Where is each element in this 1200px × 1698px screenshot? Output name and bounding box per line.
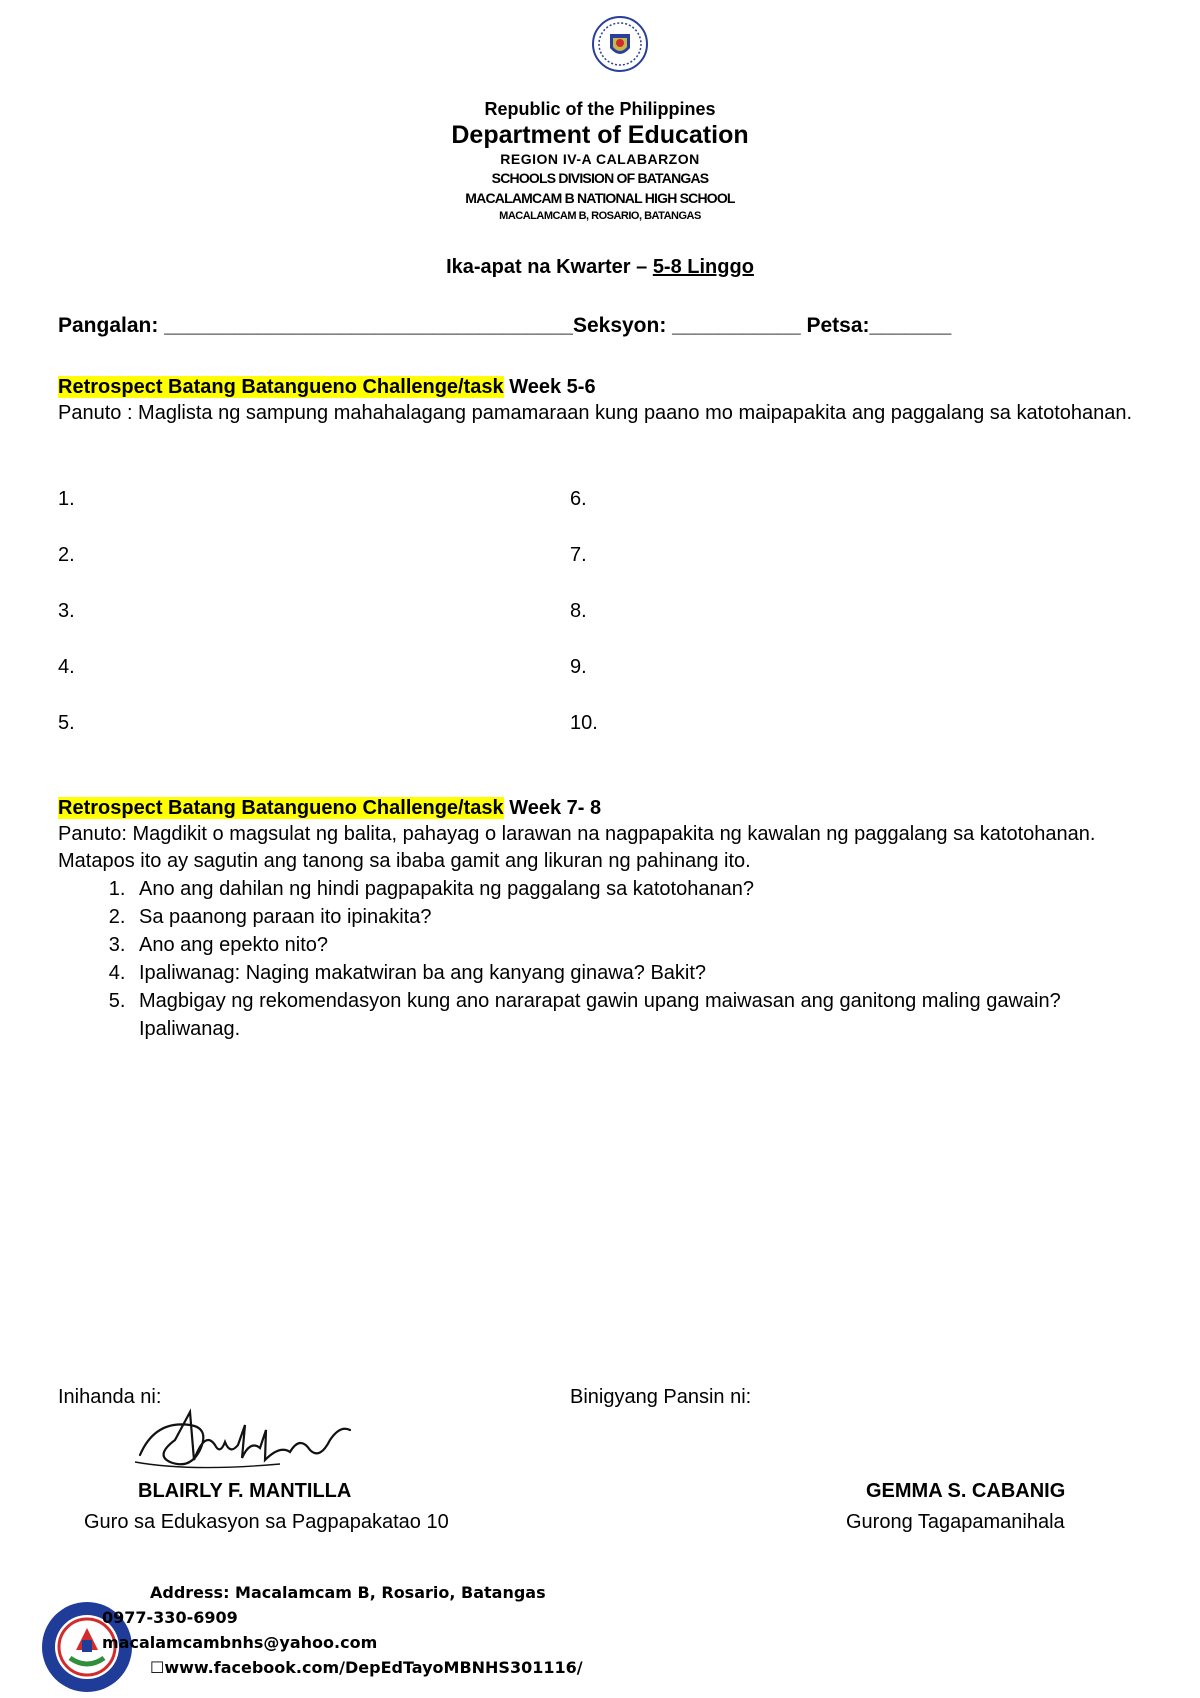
list-item[interactable]: 3.: [58, 600, 75, 622]
list-item[interactable]: 10.: [570, 712, 598, 734]
prepared-label: Inihanda ni:: [58, 1386, 162, 1408]
list-item[interactable]: 7.: [570, 544, 587, 566]
facebook-icon: ☐: [150, 1658, 165, 1677]
footer-facebook-line[interactable]: [150, 1655, 583, 1680]
answer-numbers-right: [570, 486, 598, 766]
department-title: Department of Education: [451, 121, 749, 149]
signature-icon: [130, 1400, 360, 1480]
deped-seal-icon: [592, 16, 648, 72]
letterhead: [0, 98, 1200, 224]
task1-title: [58, 374, 1158, 400]
student-info-line[interactable]: Pangalan: ___________________________________Seksyon: ___________ Petsa:_______: [58, 314, 952, 337]
task1-title-week: Week 5-6: [503, 376, 596, 398]
footer-facebook[interactable]: www.facebook.com/DepEdTayoMBNHS301116/: [164, 1658, 583, 1677]
answer-numbers-left: [58, 486, 75, 766]
school-name: MACALAMCAM B NATIONAL HIGH SCHOOL: [465, 190, 735, 206]
list-item[interactable]: 5.: [58, 712, 75, 734]
question-item: 2. Sa paanong paraan ito ipinakita?: [131, 903, 1158, 931]
footer-phone: 0977-330-6909: [102, 1608, 238, 1627]
task2-title: [58, 795, 1158, 821]
noted-name: GEMMA S. CABANIG: [866, 1480, 1066, 1502]
noted-title: Gurong Tagapamanihala: [846, 1511, 1065, 1533]
quarter-heading: [0, 256, 1200, 279]
task1-section: [58, 374, 1158, 427]
noted-label: Binigyang Pansin ni:: [570, 1386, 752, 1408]
footer-address: Address: Macalamcam B, Rosario, Batangas: [150, 1583, 546, 1602]
division-text: SCHOOLS DIVISION OF BATANGAS: [491, 170, 709, 186]
footer-contact: [102, 1580, 583, 1680]
school-address: MACALAMCAM B, ROSARIO, BATANGAS: [499, 210, 701, 222]
republic-text: Republic of the Philippines: [484, 99, 716, 119]
prepared-name: BLAIRLY F. MANTILLA: [138, 1480, 352, 1502]
list-item[interactable]: 1.: [58, 488, 75, 510]
list-item[interactable]: 4.: [58, 656, 75, 678]
question-item: 5. Magbigay ng rekomendasyon kung ano nararapat gawin upang maiwasan ang ganitong maling gawain? Ipaliwanag.: [131, 987, 1158, 1043]
list-item[interactable]: 6.: [570, 488, 587, 510]
quarter-weeks: 5-8 Linggo: [652, 256, 754, 278]
quarter-prefix: Ika-apat na Kwarter –: [446, 256, 653, 278]
task2-instruction: Panuto: Magdikit o magsulat ng balita, pahayag o larawan na nagpapakita ng kawalan ng paggalang sa katotohanan. Matapos ito ay sagutin ang tanong sa ibaba gamit ang likuran ng pahinang ito.: [58, 823, 1096, 872]
task1-title-highlight: Retrospect Batang Batangueno Challenge/task: [58, 376, 504, 398]
list-item[interactable]: 9.: [570, 656, 587, 678]
question-list: [58, 875, 1158, 1043]
list-item[interactable]: 8.: [570, 600, 587, 622]
list-item[interactable]: 2.: [58, 544, 75, 566]
prepared-title: Guro sa Edukasyon sa Pagpapakatao 10: [84, 1511, 449, 1533]
question-item: 4. Ipaliwanag: Naging makatwiran ba ang kanyang ginawa? Bakit?: [131, 959, 1158, 987]
footer-email[interactable]: macalamcambnhs@yahoo.com: [102, 1633, 378, 1652]
task2-section: [58, 795, 1158, 1043]
task1-instruction: Panuto : Maglista ng sampung mahahalagang pamamaraan kung paano mo maipapakita ang paggalang sa katotohanan.: [58, 402, 1133, 424]
task2-title-week: Week 7- 8: [503, 797, 602, 819]
question-item: 1. Ano ang dahilan ng hindi pagpapakita ng paggalang sa katotohanan?: [131, 875, 1158, 903]
region-text: REGION IV-A CALABARZON: [500, 151, 700, 167]
footer: [40, 1580, 740, 1690]
task2-title-highlight: Retrospect Batang Batangueno Challenge/task: [58, 797, 504, 819]
question-item: 3. Ano ang epekto nito?: [131, 931, 1158, 959]
